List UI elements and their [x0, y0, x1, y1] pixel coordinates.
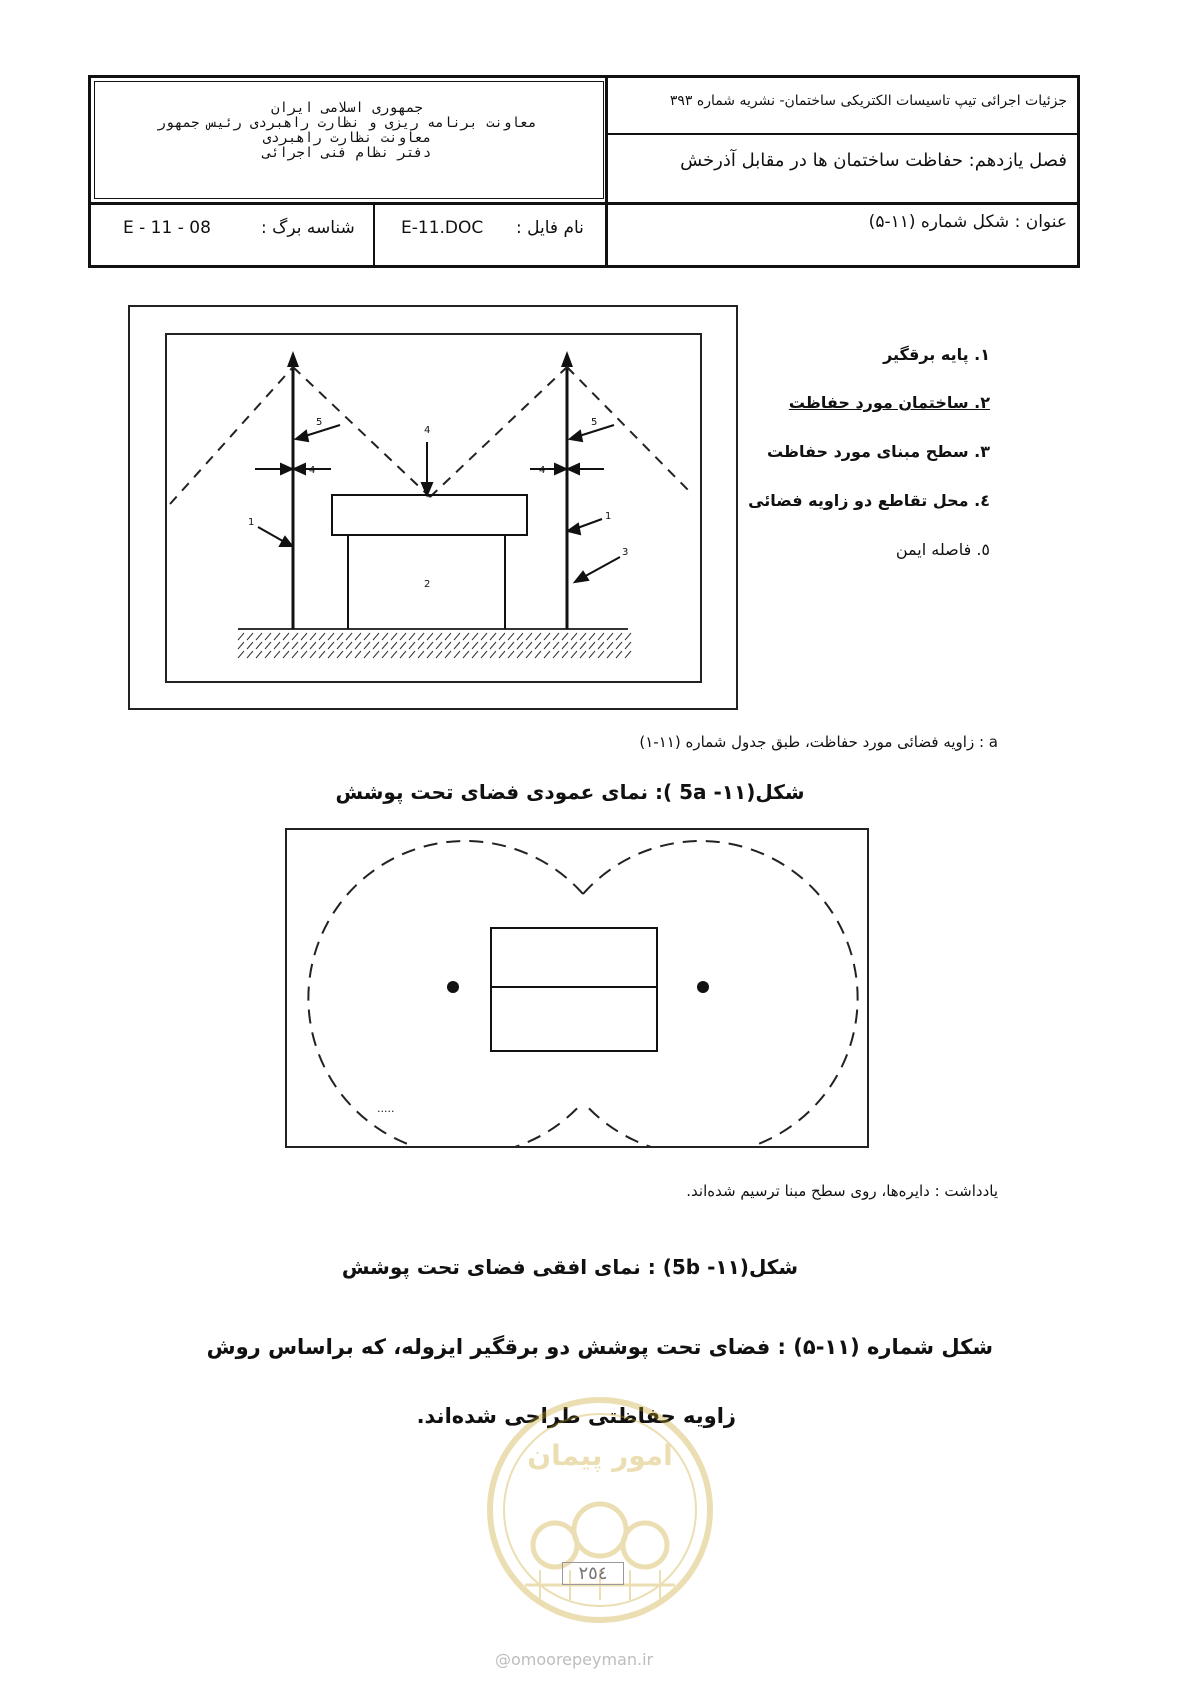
- hatch-stroke: [445, 633, 451, 640]
- hatch-stroke: [355, 633, 361, 640]
- legend-item-3: ۳. سطح مبنای مورد حفاظت: [766, 442, 990, 461]
- hatch-stroke: [562, 633, 568, 640]
- header-divider-bottom: [373, 202, 375, 265]
- hatch-stroke: [247, 651, 253, 658]
- ground-hatch: [238, 629, 631, 658]
- label-5-left: 5: [316, 417, 323, 428]
- hatch-stroke: [355, 642, 361, 649]
- label-1-left: 1: [248, 517, 255, 528]
- figure-b-dots-label: .....: [377, 1102, 395, 1115]
- figure-a-frame: [128, 305, 738, 710]
- header-table: [88, 75, 1080, 268]
- hatch-stroke: [373, 642, 379, 649]
- figure-b-frame: [285, 828, 869, 1148]
- hatch-stroke: [562, 651, 568, 658]
- building-roof: [332, 495, 527, 535]
- hatch-stroke: [436, 651, 442, 658]
- hatch-stroke: [427, 642, 433, 649]
- hatch-stroke: [580, 633, 586, 640]
- figure-b-caption: شکل(۱۱- 5b) : نمای افقی فضای تحت پوشش: [341, 1255, 799, 1279]
- legend-item-4: ٤. محل تقاطع دو زاویه فضائی: [748, 491, 990, 510]
- figure-a-caption: شکل(۱۱- 5a ): نمای عمودی فضای تحت پوشش: [335, 780, 805, 804]
- hatch-stroke: [535, 651, 541, 658]
- mast-dot-right: [697, 981, 709, 993]
- hatch-stroke: [481, 651, 487, 658]
- header-divider-horizontal: [91, 202, 1077, 205]
- hatch-stroke: [463, 633, 469, 640]
- hatch-stroke: [265, 651, 271, 658]
- hatch-stroke: [562, 642, 568, 649]
- hatch-stroke: [238, 642, 244, 649]
- hatch-stroke: [616, 633, 622, 640]
- title-value: شکل شماره (۱۱-۵): [868, 212, 1010, 232]
- hatch-stroke: [517, 651, 523, 658]
- hatch-stroke: [364, 642, 370, 649]
- hatch-stroke: [544, 651, 550, 658]
- hatch-stroke: [409, 642, 415, 649]
- cone-right-outer: [567, 367, 690, 492]
- label-3: 3: [622, 547, 629, 558]
- hatch-stroke: [571, 633, 577, 640]
- hatch-stroke: [445, 642, 451, 649]
- hatch-stroke: [454, 651, 460, 658]
- building-plan: [491, 928, 657, 1051]
- hatch-stroke: [256, 642, 262, 649]
- hatch-stroke: [598, 642, 604, 649]
- hatch-stroke: [454, 633, 460, 640]
- hatch-stroke: [490, 651, 496, 658]
- hatch-stroke: [526, 651, 532, 658]
- hatch-stroke: [337, 633, 343, 640]
- hatch-stroke: [481, 633, 487, 640]
- hatch-stroke: [571, 651, 577, 658]
- legend-item-1: ۱. پایه برقگیر: [883, 345, 990, 364]
- hatch-stroke: [328, 633, 334, 640]
- hatch-stroke: [472, 633, 478, 640]
- hatch-stroke: [247, 633, 253, 640]
- hatch-stroke: [571, 642, 577, 649]
- hatch-stroke: [436, 642, 442, 649]
- hatch-stroke: [238, 633, 244, 640]
- hatch-stroke: [373, 651, 379, 658]
- hatch-stroke: [607, 651, 613, 658]
- title-label: عنوان :: [1014, 212, 1067, 232]
- at-icon: @: [495, 1650, 511, 1669]
- label-4-top: 4: [424, 425, 431, 436]
- hatch-stroke: [544, 642, 550, 649]
- sheet-value: E - 11 - 08: [123, 218, 211, 238]
- hatch-stroke: [337, 642, 343, 649]
- figure-a-note: [639, 733, 998, 751]
- hatch-stroke: [391, 633, 397, 640]
- hatch-stroke: [328, 642, 334, 649]
- watermark-logo-text: امور پیمان: [527, 1439, 673, 1472]
- hatch-stroke: [310, 642, 316, 649]
- hatch-stroke: [265, 642, 271, 649]
- mast-right-tip: [561, 351, 573, 367]
- org-line-4: دفتر نظام فنی اجرائی: [262, 145, 432, 161]
- hatch-stroke: [553, 651, 559, 658]
- hatch-stroke: [445, 651, 451, 658]
- hatch-stroke: [328, 651, 334, 658]
- main-caption-line-2: زاویه حفاظتی طراحی شده‌اند.: [416, 1404, 736, 1428]
- hatch-stroke: [472, 651, 478, 658]
- hatch-stroke: [598, 633, 604, 640]
- org-block: [91, 101, 603, 161]
- hatch-stroke: [382, 633, 388, 640]
- hatch-stroke: [481, 642, 487, 649]
- hatch-stroke: [526, 633, 532, 640]
- hatch-stroke: [274, 633, 280, 640]
- hatch-stroke: [382, 651, 388, 658]
- hatch-stroke: [319, 633, 325, 640]
- hatch-stroke: [283, 642, 289, 649]
- hatch-stroke: [517, 633, 523, 640]
- figure-b-drawing: [287, 830, 867, 1146]
- hatch-stroke: [274, 642, 280, 649]
- hatch-stroke: [319, 651, 325, 658]
- hatch-stroke: [625, 633, 631, 640]
- hatch-stroke: [418, 642, 424, 649]
- org-line-3: معاونت نظارت راهبردی: [262, 130, 432, 146]
- hatch-stroke: [292, 642, 298, 649]
- hatch-stroke: [508, 651, 514, 658]
- hatch-stroke: [625, 651, 631, 658]
- chapter-title: فصل یازدهم: حفاظت ساختمان ها در مقابل آذرخش: [680, 150, 1067, 171]
- hatch-stroke: [310, 651, 316, 658]
- cone-right-inner: [430, 367, 567, 497]
- hatch-stroke: [400, 651, 406, 658]
- hatch-stroke: [526, 642, 532, 649]
- hatch-stroke: [382, 642, 388, 649]
- label-1-right: 1: [605, 511, 612, 522]
- hatch-stroke: [256, 633, 262, 640]
- hatch-stroke: [553, 633, 559, 640]
- label-2: 2: [424, 579, 431, 590]
- publication-title: جزئیات اجرائی تیپ تاسیسات الکتریکی ساختمان- نشریه شماره ۳۹۳: [669, 93, 1067, 109]
- hatch-stroke: [346, 633, 352, 640]
- legend-item-5: ٥. فاصله ایمن: [895, 540, 990, 559]
- sheet-label: شناسه برگ :: [261, 218, 355, 238]
- coverage-circle-right: [583, 841, 858, 1146]
- hatch-stroke: [436, 633, 442, 640]
- watermark-url-text: omoorepeyman.ir: [511, 1650, 654, 1669]
- hatch-stroke: [463, 642, 469, 649]
- hatch-stroke: [625, 642, 631, 649]
- hatch-stroke: [292, 651, 298, 658]
- figure-a-drawing: [130, 307, 736, 708]
- hatch-stroke: [427, 651, 433, 658]
- hatch-stroke: [400, 633, 406, 640]
- hatch-stroke: [589, 642, 595, 649]
- hatch-stroke: [274, 651, 280, 658]
- hatch-stroke: [499, 633, 505, 640]
- label-4-left: 4: [309, 465, 316, 476]
- hatch-stroke: [580, 642, 586, 649]
- figure-b-note: یادداشت : دایره‌ها، روی سطح مبنا ترسیم شده‌اند.: [686, 1182, 998, 1200]
- hatch-stroke: [553, 642, 559, 649]
- hatch-stroke: [391, 642, 397, 649]
- figure-title: [869, 212, 1067, 232]
- hatch-stroke: [418, 651, 424, 658]
- hatch-stroke: [508, 633, 514, 640]
- hatch-stroke: [544, 633, 550, 640]
- label-5-right: 5: [591, 417, 598, 428]
- hatch-stroke: [337, 651, 343, 658]
- hatch-stroke: [283, 651, 289, 658]
- hatch-stroke: [247, 642, 253, 649]
- hatch-stroke: [517, 642, 523, 649]
- mast-dot-left: [447, 981, 459, 993]
- header-divider-right: [608, 133, 1077, 135]
- figure-a-note-prefix: a: [988, 733, 998, 751]
- org-line-1: جمهوری اسلامی ایران: [271, 100, 423, 116]
- hatch-stroke: [301, 633, 307, 640]
- hatch-stroke: [490, 633, 496, 640]
- hatch-stroke: [418, 633, 424, 640]
- hatch-stroke: [472, 642, 478, 649]
- file-label: نام فایل :: [516, 218, 584, 238]
- hatch-stroke: [490, 642, 496, 649]
- hatch-stroke: [616, 651, 622, 658]
- hatch-stroke: [580, 651, 586, 658]
- hatch-stroke: [400, 642, 406, 649]
- hatch-stroke: [409, 633, 415, 640]
- coverage-circle-left: [308, 841, 583, 1146]
- figure-a-note-text: : زاویه فضائی مورد حفاظت، طبق جدول شماره (۱۱-۱): [639, 733, 985, 751]
- hatch-stroke: [373, 633, 379, 640]
- hatch-stroke: [301, 642, 307, 649]
- hatch-stroke: [292, 633, 298, 640]
- cone-left-outer: [170, 367, 293, 504]
- hatch-stroke: [346, 651, 352, 658]
- hatch-stroke: [301, 651, 307, 658]
- hatch-stroke: [499, 642, 505, 649]
- hatch-stroke: [238, 651, 244, 658]
- file-value: E-11.DOC: [401, 218, 484, 238]
- hatch-stroke: [427, 633, 433, 640]
- hatch-stroke: [589, 633, 595, 640]
- legend-item-2-text: ۲. ساختمان مورد حفاظت: [788, 393, 990, 412]
- figure-a-legend: [748, 345, 990, 565]
- hatch-stroke: [499, 651, 505, 658]
- figure-a-arrows: [255, 425, 620, 582]
- org-line-2: معاونت برنامه ریزی و نظارت راهبردی رئیس جمهور: [157, 115, 537, 131]
- main-caption-line-1: شکل شماره (۱۱-۵) : فضای تحت پوشش دو برقگیر ایزوله، که براساس روش: [206, 1335, 993, 1359]
- page-number: ۲٥٤: [562, 1562, 624, 1585]
- hatch-stroke: [364, 651, 370, 658]
- hatch-stroke: [283, 633, 289, 640]
- watermark-logo: [485, 1395, 715, 1625]
- hatch-stroke: [409, 651, 415, 658]
- hatch-stroke: [508, 642, 514, 649]
- hatch-stroke: [319, 642, 325, 649]
- hatch-stroke: [535, 642, 541, 649]
- hatch-stroke: [589, 651, 595, 658]
- hatch-stroke: [265, 633, 271, 640]
- hatch-stroke: [364, 633, 370, 640]
- cone-left-inner: [293, 367, 430, 497]
- hatch-stroke: [355, 651, 361, 658]
- hatch-stroke: [607, 633, 613, 640]
- header-divider-vertical: [605, 78, 608, 265]
- hatch-stroke: [256, 651, 262, 658]
- watermark-url: [495, 1650, 653, 1669]
- label-4-right: 4: [539, 465, 546, 476]
- hatch-stroke: [346, 642, 352, 649]
- hatch-stroke: [463, 651, 469, 658]
- hatch-stroke: [454, 642, 460, 649]
- hatch-stroke: [616, 642, 622, 649]
- hatch-stroke: [310, 633, 316, 640]
- hatch-stroke: [391, 651, 397, 658]
- hatch-stroke: [607, 642, 613, 649]
- hatch-stroke: [535, 633, 541, 640]
- mast-left-tip: [287, 351, 299, 367]
- legend-item-2: [789, 393, 990, 412]
- hatch-stroke: [598, 651, 604, 658]
- watermark-seal-icon: [485, 1395, 715, 1625]
